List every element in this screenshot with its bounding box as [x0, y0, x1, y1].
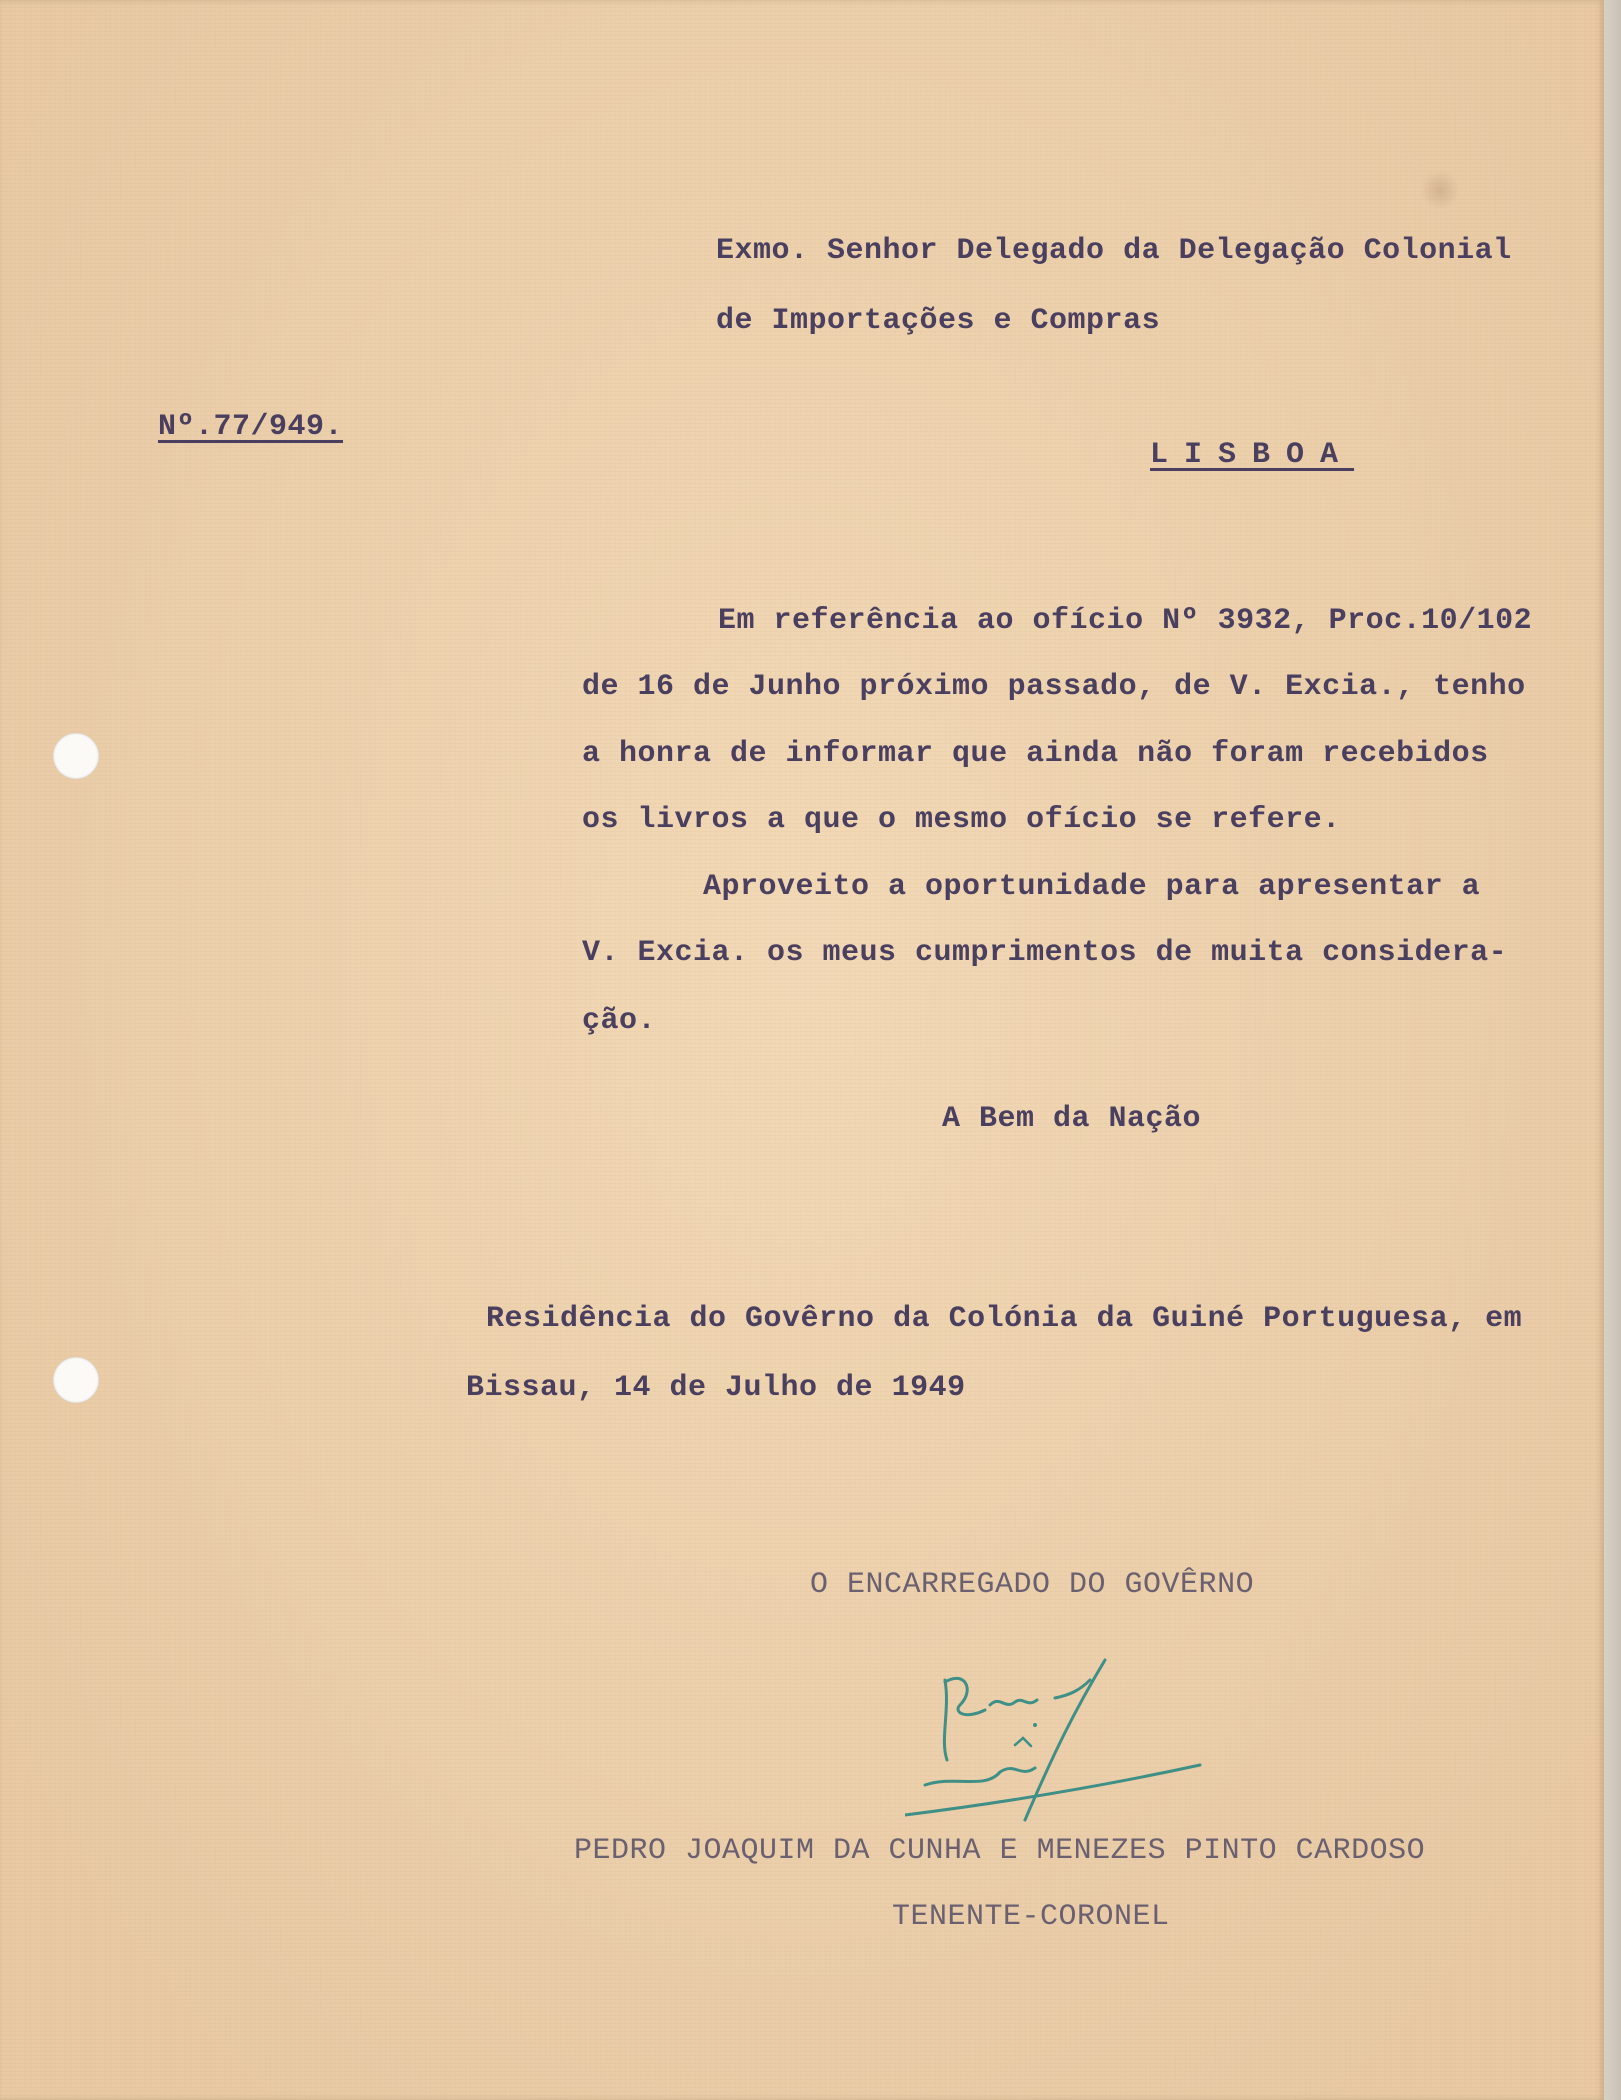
punch-hole-bottom	[53, 1357, 99, 1403]
body-line-3: a honra de informar que ainda não foram recebidos	[582, 737, 1489, 771]
reference-number: Nº.77/949.	[158, 410, 344, 444]
punch-hole-top	[53, 733, 99, 779]
scan-background-edge	[1604, 0, 1621, 2100]
signatory-rank: TENENTE-CORONEL	[892, 1900, 1170, 1934]
signatory-title: O ENCARREGADO DO GOVÊRNO	[810, 1568, 1255, 1602]
paper-stain	[1420, 170, 1460, 210]
addressee-line-2: de Importações e Compras	[716, 304, 1161, 338]
closing-salutation: A Bem da Nação	[942, 1102, 1202, 1136]
body-line-1: Em referência ao ofício Nº 3932, Proc.10/102	[718, 604, 1533, 638]
body-line-7: ção.	[582, 1004, 657, 1038]
handwritten-signature	[905, 1650, 1205, 1830]
body-line-6: V. Excia. os meus cumprimentos de muita considera-	[582, 936, 1508, 970]
destination-city: LISBOA	[1150, 438, 1355, 472]
body-line-4: os livros a que o mesmo ofício se refere.	[582, 803, 1341, 837]
body-line-5: Aproveito a oportunidade para apresentar a	[703, 870, 1481, 904]
place-line-1: Residência do Govêrno da Colónia da Guiné Portuguesa, em	[486, 1302, 1523, 1336]
signatory-name: PEDRO JOAQUIM DA CUNHA E MENEZES PINTO CARDOSO	[574, 1834, 1426, 1868]
body-line-2: de 16 de Junho próximo passado, de V. Excia., tenho	[582, 670, 1526, 704]
addressee-line-1: Exmo. Senhor Delegado da Delegação Colonial	[716, 234, 1512, 268]
place-line-2: Bissau, 14 de Julho de 1949	[466, 1371, 966, 1405]
